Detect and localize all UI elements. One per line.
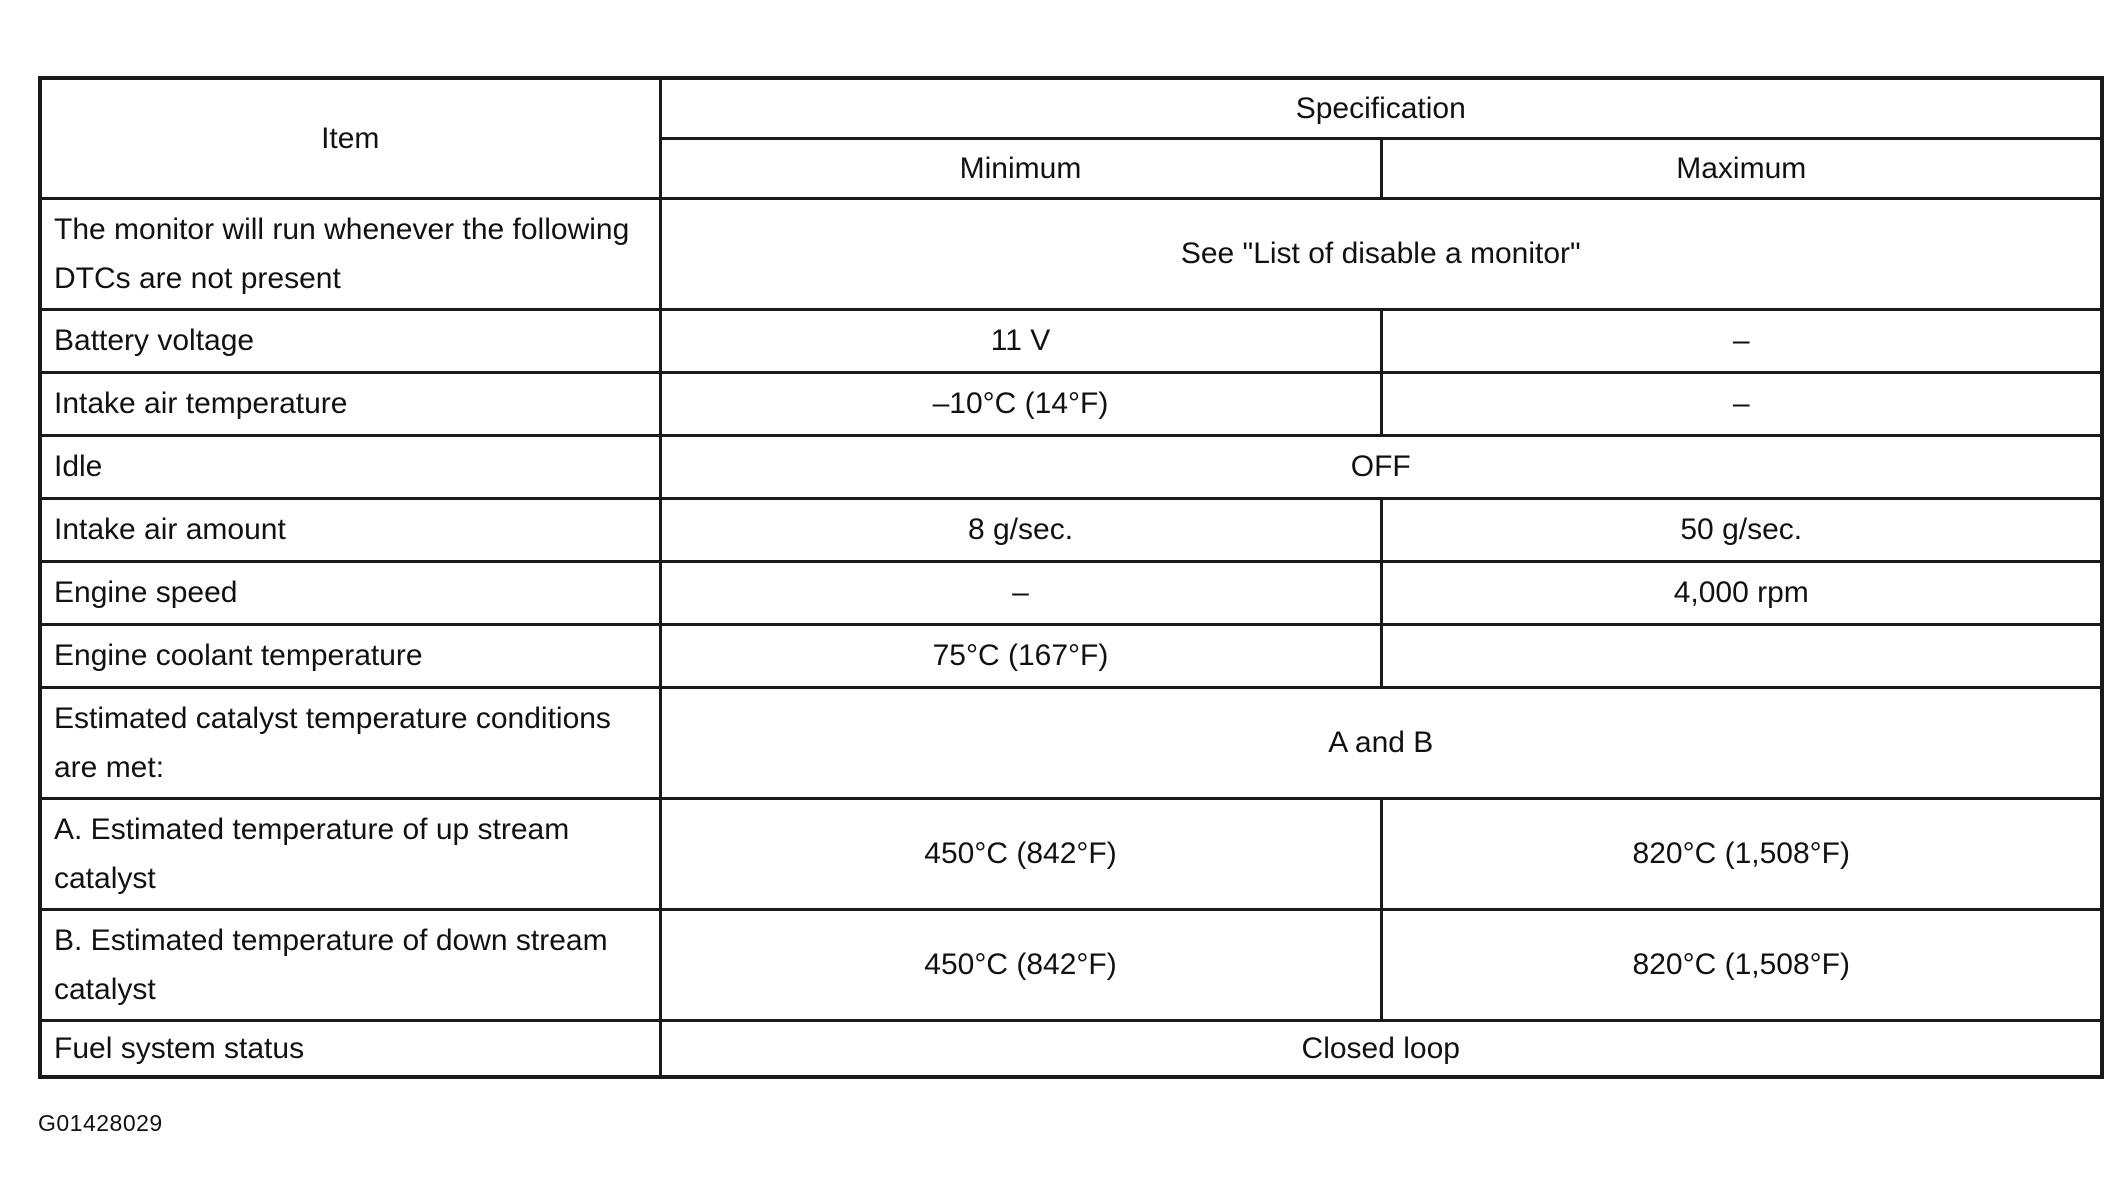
table-row — [40, 498, 2102, 561]
minimum-cell: 8 g/sec. — [660, 498, 1381, 561]
table-row — [40, 687, 2102, 798]
spec-span-cell: A and B — [660, 687, 2102, 798]
table-row — [40, 372, 2102, 435]
table-header-row — [40, 78, 2102, 138]
item-cell: The monitor will run whenever the following DTCs are not present — [40, 198, 660, 309]
minimum-cell: 11 V — [660, 309, 1381, 372]
minimum-cell: 450°C (842°F) — [660, 798, 1381, 909]
table-row — [40, 309, 2102, 372]
minimum-cell: – — [660, 561, 1381, 624]
maximum-cell — [1381, 624, 2102, 687]
maximum-cell: 820°C (1,508°F) — [1381, 798, 2102, 909]
table-row — [40, 561, 2102, 624]
minimum-cell: 450°C (842°F) — [660, 909, 1381, 1020]
item-cell: Engine speed — [40, 561, 660, 624]
minimum-cell: –10°C (14°F) — [660, 372, 1381, 435]
maximum-cell: 4,000 rpm — [1381, 561, 2102, 624]
spec-span-cell: See "List of disable a monitor" — [660, 198, 2102, 309]
maximum-cell: 820°C (1,508°F) — [1381, 909, 2102, 1020]
item-cell: Estimated catalyst temperature conditions are met: — [40, 687, 660, 798]
table-row — [40, 624, 2102, 687]
header-maximum: Maximum — [1381, 138, 2102, 198]
minimum-cell: 75°C (167°F) — [660, 624, 1381, 687]
item-cell: B. Estimated temperature of down stream catalyst — [40, 909, 660, 1020]
table-row — [40, 1020, 2102, 1077]
header-specification: Specification — [660, 78, 2102, 138]
maximum-cell: 50 g/sec. — [1381, 498, 2102, 561]
spec-span-cell: Closed loop — [660, 1020, 2102, 1077]
header-item: Item — [40, 78, 660, 198]
maximum-cell: – — [1381, 372, 2102, 435]
item-cell: Intake air temperature — [40, 372, 660, 435]
table-row — [40, 798, 2102, 909]
item-cell: Battery voltage — [40, 309, 660, 372]
table-row — [40, 435, 2102, 498]
spec-span-cell: OFF — [660, 435, 2102, 498]
figure-id: G01428029 — [38, 1110, 163, 1136]
item-cell: Engine coolant temperature — [40, 624, 660, 687]
maximum-cell: – — [1381, 309, 2102, 372]
table-row — [40, 909, 2102, 1020]
item-cell: Fuel system status — [40, 1020, 660, 1077]
header-minimum: Minimum — [660, 138, 1381, 198]
item-cell: Intake air amount — [40, 498, 660, 561]
table-row — [40, 198, 2102, 309]
item-cell: A. Estimated temperature of up stream catalyst — [40, 798, 660, 909]
item-cell: Idle — [40, 435, 660, 498]
specification-table — [38, 76, 2104, 1079]
